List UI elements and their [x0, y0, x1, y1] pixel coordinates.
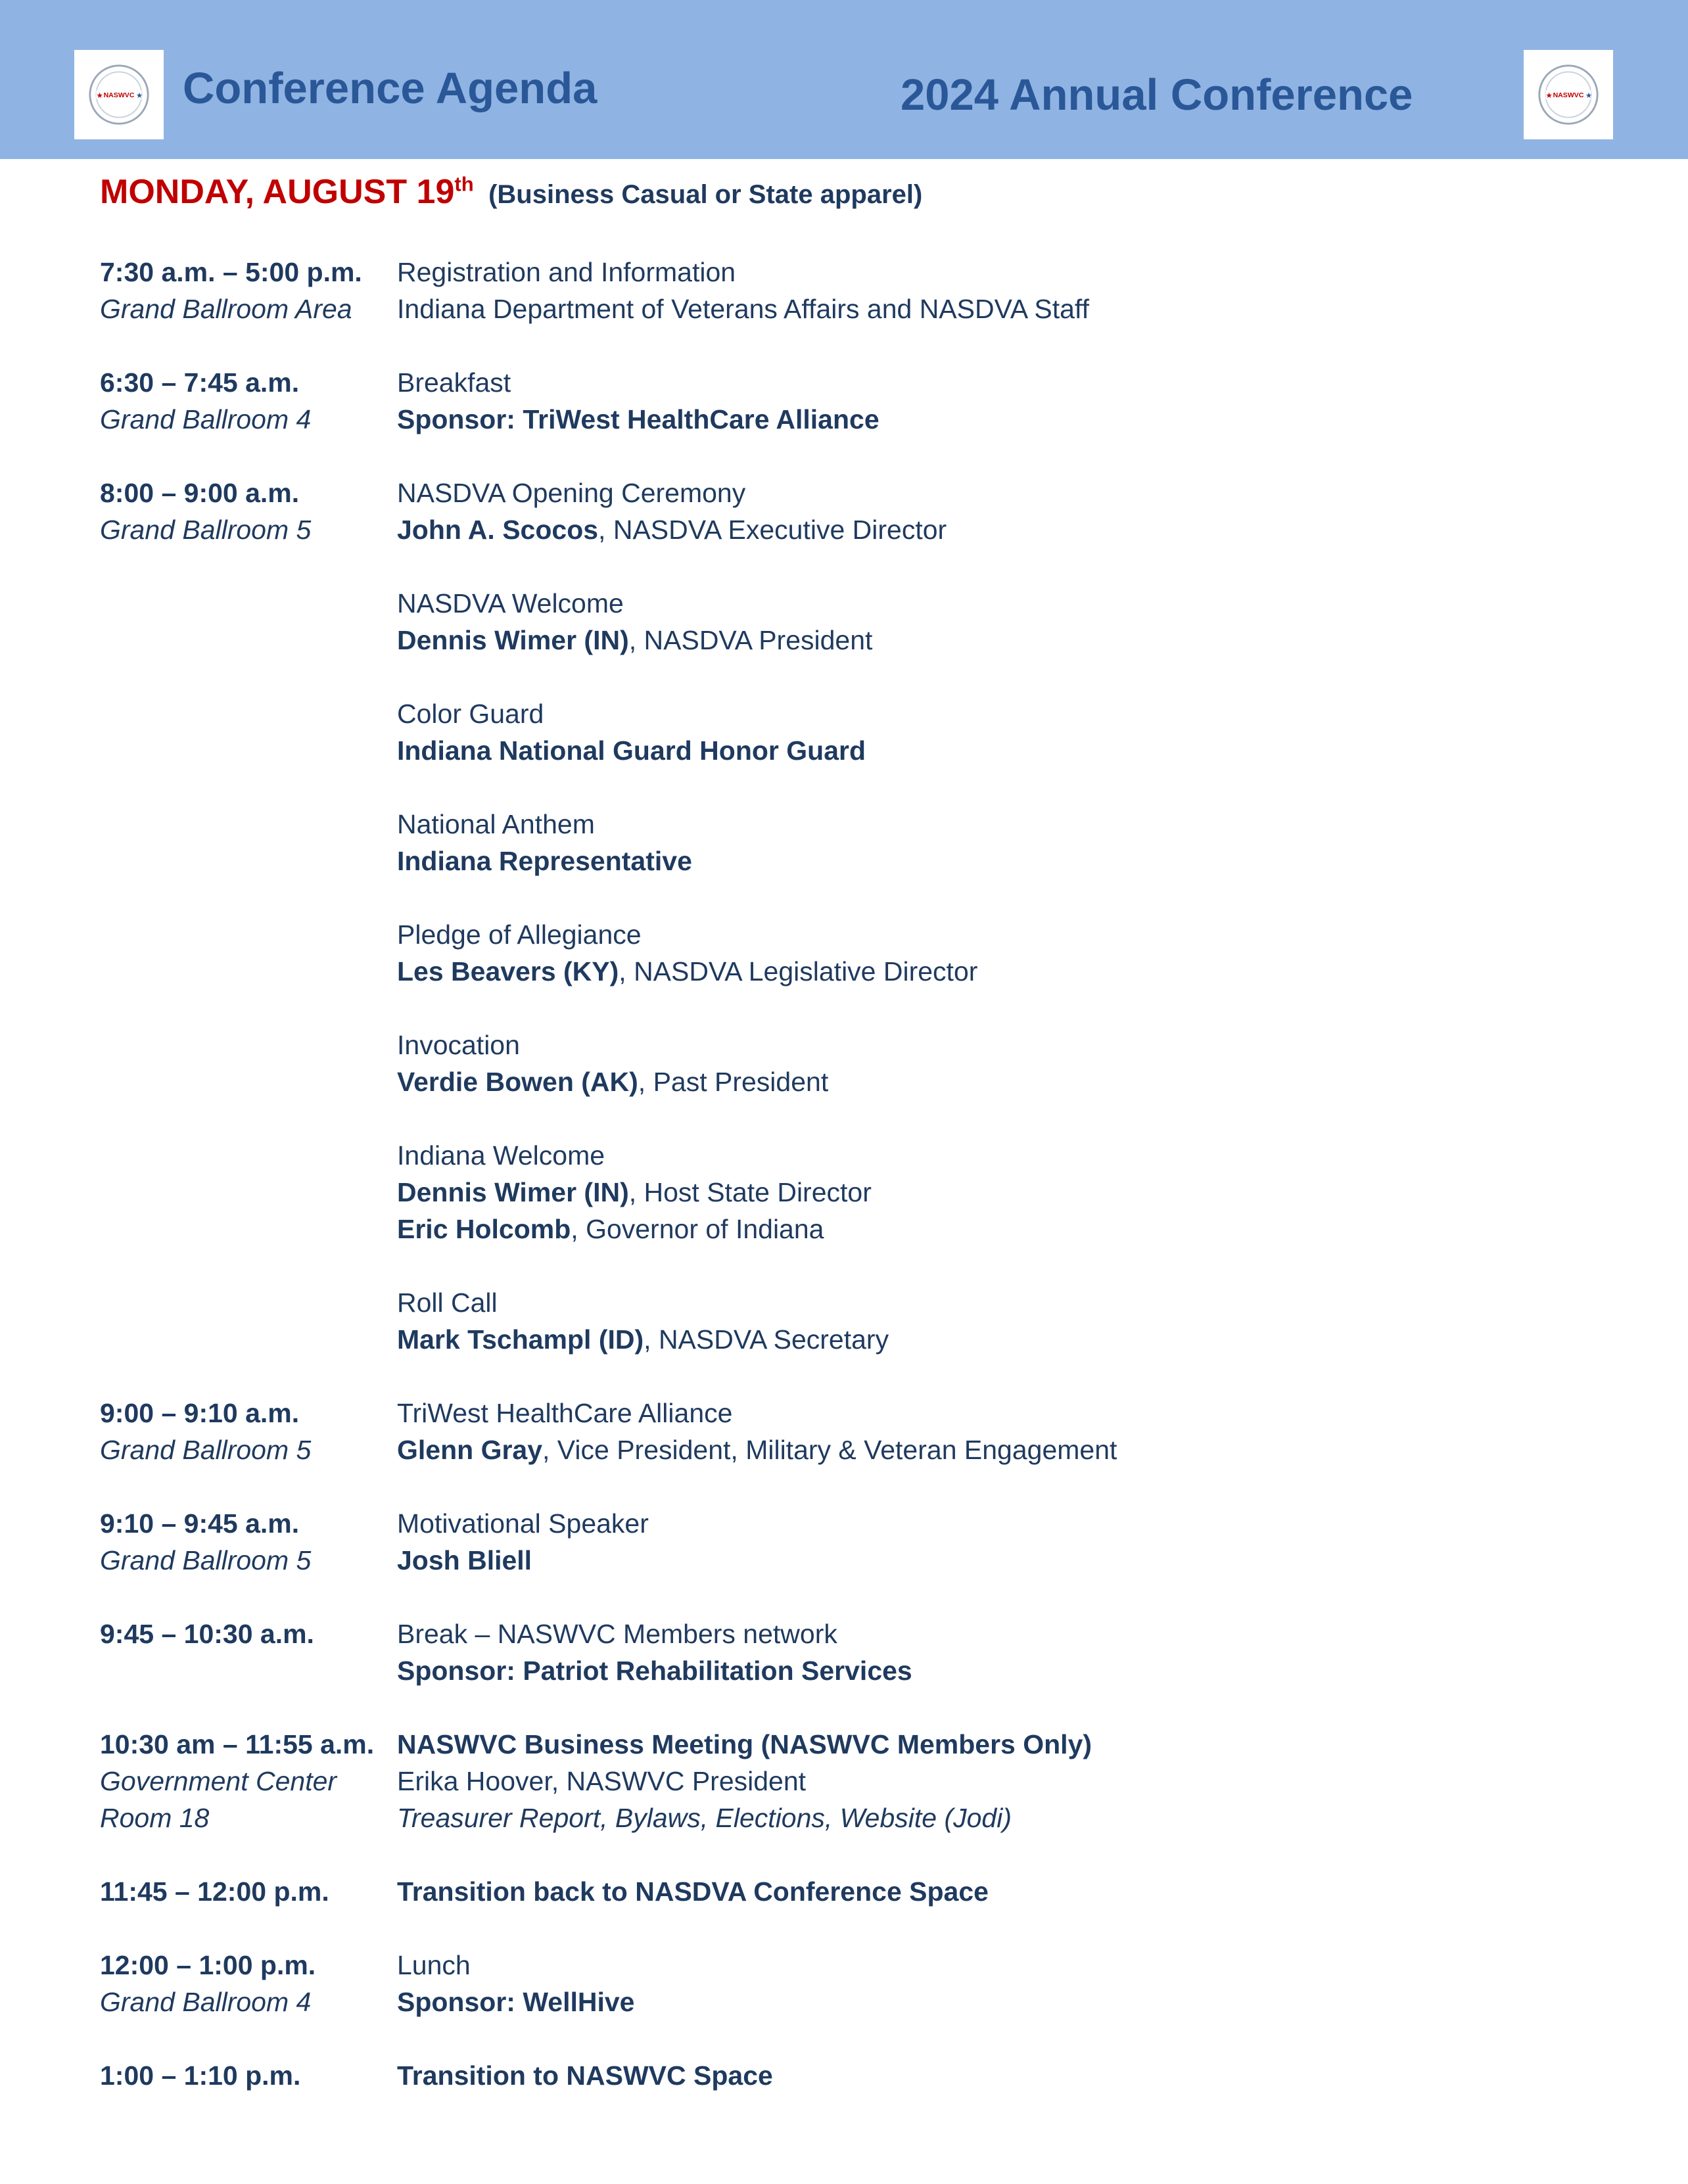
svg-text:★: ★	[96, 91, 103, 100]
detail-title: Erika Hoover, NASWVC President	[397, 1766, 807, 1796]
detail-name: Verdie Bowen (AK)	[397, 1067, 638, 1097]
attire-note: (Business Casual or State apparel)	[488, 180, 923, 209]
slot-details	[397, 1947, 1612, 2020]
detail-line	[397, 953, 1612, 990]
detail-line	[397, 511, 1612, 548]
detail-name: Sponsor: WellHive	[397, 1987, 635, 2017]
detail-line	[397, 843, 1612, 879]
slot-location: Grand Ballroom 5	[100, 1545, 312, 1575]
detail-role: , NASDVA Secretary	[644, 1324, 889, 1355]
slot-time: 1:00 – 1:10 p.m.	[100, 2060, 301, 2091]
detail-line	[397, 1505, 1612, 1542]
slot-time-column	[100, 1947, 397, 2020]
naswvc-logo-left	[74, 50, 164, 139]
slot-time: 6:30 – 7:45 a.m.	[100, 367, 300, 398]
detail-line	[397, 806, 1612, 843]
detail-title: NASDVA Opening Ceremony	[397, 478, 746, 508]
detail-line	[397, 1027, 1612, 1063]
detail-line	[397, 475, 1612, 511]
detail-line	[397, 1947, 1612, 1984]
detail-line	[397, 1284, 1612, 1321]
slot-details	[397, 2057, 1612, 2094]
detail-title: Pledge of Allegiance	[397, 919, 642, 950]
slot-time-column	[100, 1873, 397, 1910]
detail-title: NASDVA Welcome	[397, 588, 624, 618]
svg-text:★: ★	[135, 91, 143, 100]
slot-time-column	[100, 1615, 397, 1689]
slot-time-column	[100, 1726, 397, 1836]
conference-title: 2024 Annual Conference	[901, 70, 1413, 120]
detail-name: Transition back to NASDVA Conference Space	[397, 1876, 989, 1907]
slot-time: 11:45 – 12:00 p.m.	[100, 1876, 329, 1907]
detail-note: Treasurer Report, Bylaws, Elections, Website (Jodi)	[397, 1803, 1012, 1833]
agenda-slot	[100, 475, 1612, 1358]
detail-line	[397, 585, 1612, 622]
detail-title: National Anthem	[397, 809, 595, 839]
detail-line	[397, 1137, 1612, 1174]
detail-line	[397, 1615, 1612, 1652]
slot-time: 12:00 – 1:00 p.m.	[100, 1950, 316, 1980]
spacer	[397, 659, 1612, 695]
detail-role: , NASDVA Legislative Director	[619, 956, 978, 987]
detail-line	[397, 1321, 1612, 1358]
slot-details	[397, 254, 1612, 327]
detail-role: , NASDVA President	[628, 625, 873, 655]
detail-line	[397, 1652, 1612, 1689]
detail-line	[397, 1873, 1612, 1910]
slot-details	[397, 1726, 1612, 1836]
detail-role: , Past President	[638, 1067, 829, 1097]
detail-line	[397, 1542, 1612, 1579]
detail-line	[397, 695, 1612, 732]
slot-location: Grand Ballroom 5	[100, 1435, 312, 1465]
agenda-slot	[100, 1395, 1612, 1468]
detail-line	[397, 401, 1612, 438]
page-title: Conference Agenda	[183, 64, 598, 113]
slot-time-column	[100, 1395, 397, 1468]
detail-line	[397, 1800, 1612, 1836]
svg-text:★: ★	[1585, 91, 1593, 100]
detail-title: Lunch	[397, 1950, 471, 1980]
detail-name: NASWVC Business Meeting (NASWVC Members Only)	[397, 1729, 1092, 1759]
detail-title: Indiana Department of Veterans Affairs and NASDVA Staff	[397, 294, 1089, 324]
detail-name: Glenn Gray	[397, 1435, 543, 1465]
agenda-slot	[100, 254, 1612, 327]
slot-details	[397, 475, 1612, 1358]
detail-title: Break – NASWVC Members network	[397, 1619, 837, 1649]
slot-location: Grand Ballroom Area	[100, 294, 352, 324]
slot-time: 9:45 – 10:30 a.m.	[100, 1619, 314, 1649]
detail-line	[397, 290, 1612, 327]
detail-name: Eric Holcomb	[397, 1214, 571, 1244]
detail-line	[397, 622, 1612, 659]
slot-time-column	[100, 475, 397, 1358]
day-label: MONDAY, AUGUST 19	[100, 173, 455, 211]
slot-time-column	[100, 364, 397, 438]
header-bar	[0, 0, 1688, 159]
detail-line	[397, 1211, 1612, 1247]
logo-text: NASWVC	[1553, 91, 1584, 99]
agenda-slot	[100, 1947, 1612, 2020]
detail-line	[397, 1984, 1612, 2020]
slot-time: 8:00 – 9:00 a.m.	[100, 478, 300, 508]
slot-location: Grand Ballroom 4	[100, 404, 312, 434]
day-suffix: th	[454, 172, 474, 196]
detail-line	[397, 1431, 1612, 1468]
detail-line	[397, 1726, 1612, 1763]
detail-role: , Governor of Indiana	[571, 1214, 824, 1244]
detail-title: Motivational Speaker	[397, 1508, 649, 1539]
detail-name: Indiana Representative	[397, 846, 692, 876]
slot-time: 9:10 – 9:45 a.m.	[100, 1508, 300, 1539]
detail-name: Sponsor: TriWest HealthCare Alliance	[397, 404, 879, 434]
spacer	[397, 769, 1612, 806]
slot-time: 9:00 – 9:10 a.m.	[100, 1398, 300, 1428]
detail-role: , Host State Director	[628, 1177, 872, 1207]
naswvc-logo-right	[1524, 50, 1613, 139]
detail-role: , Vice President, Military & Veteran Engagement	[542, 1435, 1117, 1465]
slot-location: Grand Ballroom 5	[100, 515, 312, 545]
agenda-slot	[100, 2057, 1612, 2094]
slot-location: Room 18	[100, 1803, 210, 1833]
detail-line	[397, 732, 1612, 769]
seal-icon	[87, 63, 151, 126]
slot-time: 10:30 am – 11:55 a.m.	[100, 1729, 375, 1759]
slot-time: 7:30 a.m. – 5:00 p.m.	[100, 257, 362, 287]
detail-line	[397, 364, 1612, 401]
slot-details	[397, 1505, 1612, 1579]
agenda-slot	[100, 364, 1612, 438]
slot-time-column	[100, 1505, 397, 1579]
spacer	[397, 990, 1612, 1027]
detail-name: Josh Bliell	[397, 1545, 532, 1575]
detail-line	[397, 1763, 1612, 1800]
spacer	[397, 1247, 1612, 1284]
slot-details	[397, 1873, 1612, 1910]
svg-text:★: ★	[1545, 91, 1553, 100]
detail-name: Dennis Wimer (IN)	[397, 1177, 629, 1207]
detail-title: Invocation	[397, 1030, 520, 1060]
detail-line	[397, 2057, 1612, 2094]
agenda-slot	[100, 1726, 1612, 1836]
detail-name: John A. Scocos	[397, 515, 599, 545]
logo-text: NASWVC	[103, 91, 135, 99]
detail-title: Indiana Welcome	[397, 1140, 605, 1171]
detail-line	[397, 1395, 1612, 1431]
detail-name: Transition to NASWVC Space	[397, 2060, 773, 2091]
detail-line	[397, 1174, 1612, 1211]
agenda-slot	[100, 1873, 1612, 1910]
slot-details	[397, 364, 1612, 438]
slot-location: Grand Ballroom 4	[100, 1987, 312, 2017]
seal-icon	[1537, 63, 1600, 126]
agenda-list	[100, 254, 1612, 2131]
detail-line	[397, 254, 1612, 290]
spacer	[397, 548, 1612, 585]
detail-name: Indiana National Guard Honor Guard	[397, 735, 866, 766]
detail-name: Les Beavers (KY)	[397, 956, 619, 987]
detail-title: Roll Call	[397, 1288, 498, 1318]
detail-title: Registration and Information	[397, 257, 736, 287]
detail-name: Sponsor: Patriot Rehabilitation Services	[397, 1656, 912, 1686]
detail-name: Dennis Wimer (IN)	[397, 625, 629, 655]
slot-location: Government Center	[100, 1766, 337, 1796]
slot-time-column	[100, 2057, 397, 2094]
detail-line	[397, 916, 1612, 953]
detail-role: , NASDVA Executive Director	[598, 515, 947, 545]
slot-details	[397, 1615, 1612, 1689]
spacer	[397, 1100, 1612, 1137]
day-heading	[100, 172, 922, 212]
spacer	[397, 879, 1612, 916]
agenda-slot	[100, 1615, 1612, 1689]
detail-name: Mark Tschampl (ID)	[397, 1324, 644, 1355]
detail-title: TriWest HealthCare Alliance	[397, 1398, 733, 1428]
detail-title: Color Guard	[397, 699, 544, 729]
detail-line	[397, 1063, 1612, 1100]
detail-title: Breakfast	[397, 367, 511, 398]
slot-time-column	[100, 254, 397, 327]
slot-details	[397, 1395, 1612, 1468]
agenda-slot	[100, 1505, 1612, 1579]
